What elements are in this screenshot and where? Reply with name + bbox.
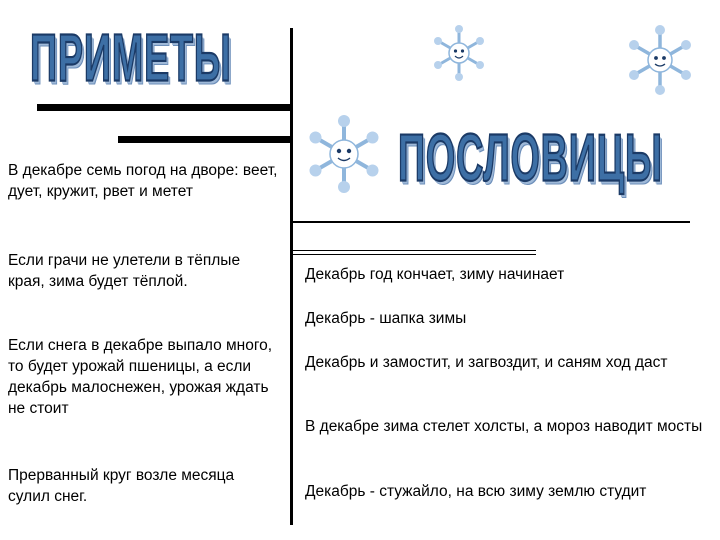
- proverb-text: Декабрь - шапка зимы: [305, 310, 467, 327]
- snowflake-icon: [622, 22, 698, 98]
- omen-text: В декабре семь погод на дворе: веет, дует, кружит, рвет и метет: [8, 162, 278, 200]
- horizontal-rule-thin-1: [293, 250, 536, 251]
- proverb-text: Декабрь - стужайло, на всю зиму землю студит: [305, 483, 647, 500]
- horizontal-rule-thin-2: [293, 254, 536, 255]
- proverb-text: В декабре зима стелет холсты, а мороз наводит мосты: [305, 418, 703, 435]
- proverbs-title: ПОСЛОВИЦЫ: [398, 119, 663, 195]
- horizontal-rule-right: [293, 221, 690, 223]
- vertical-divider: [290, 28, 293, 525]
- horizontal-rule-middle: [118, 136, 290, 143]
- omen-text: Прерванный круг возле месяца сулил снег.: [8, 467, 235, 505]
- omen-text: Если снега в декабре выпало много, то будет урожай пшеницы, а если декабрь малоснежен, урожая ждать не стоит: [8, 337, 273, 417]
- omen-text: Если грачи не улетели в тёплые края, зима будет тёплой.: [8, 252, 241, 290]
- omens-title: ПРИМЕТЫ: [30, 19, 232, 95]
- snowflake-icon: [302, 112, 386, 196]
- proverb-text: Декабрь и замостит, и загвоздит, и саням ход даст: [305, 354, 668, 371]
- snowflake-icon: [428, 22, 490, 84]
- horizontal-rule-top: [37, 104, 290, 111]
- proverb-text: Декабрь год кончает, зиму начинает: [305, 266, 565, 283]
